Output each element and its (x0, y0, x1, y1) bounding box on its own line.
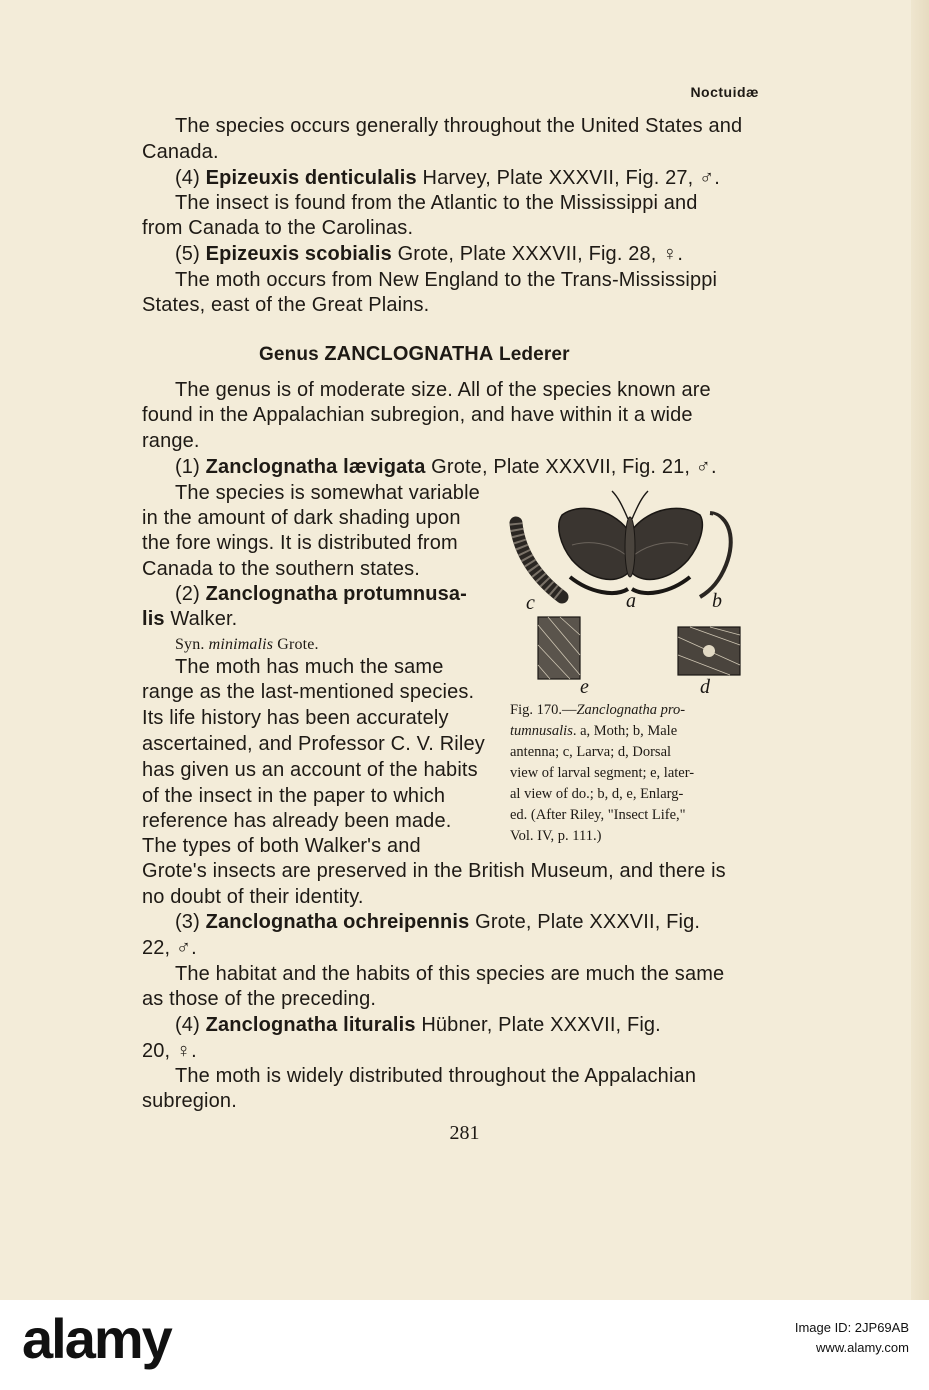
moth-icon (559, 491, 703, 593)
label-b: b (712, 590, 722, 612)
body-line: of the insect in the paper to which (142, 785, 446, 807)
species-name: Zanclognatha lævigata (205, 456, 426, 478)
body-line: range. (142, 430, 200, 452)
body-line: Its life history has been accurately (142, 707, 449, 729)
species-entry: (2) Zanclognatha protumnusa- (175, 583, 467, 605)
species-entry: (1) Zanclognatha lævigata Grote, Plate XXXVII, Fig. 21, ♂. (175, 456, 717, 478)
species-entry-cont: lis Walker. (142, 608, 238, 630)
page-edge-shade (911, 0, 929, 1300)
body-line: The types of both Walker's and (142, 835, 421, 857)
figure-caption: Fig. 170.—Zanclognatha pro- tumnusalis. a, Moth; b, Male antenna; c, Larva; d, Dorsal view of larval segment; e, later- al view of do.; b, d, e, Enlarg- ed. (After Riley, "Insect Life," Vol. IV, p. 111.) (510, 702, 695, 844)
species-entry: (5) Epizeuxis scobialis Grote, Plate XXXVII, Fig. 28, ♀. (175, 243, 684, 265)
label-d: d (700, 676, 710, 698)
body-line: subregion. (142, 1090, 237, 1112)
body-line: 22, ♂. (142, 937, 197, 959)
antenna-icon (700, 513, 731, 597)
larval-segment-lateral-icon (538, 617, 580, 679)
species-name: Zanclognatha protumnusa- (205, 583, 467, 605)
watermark-footer (0, 1300, 929, 1390)
running-head: Noctuidæ (690, 84, 759, 100)
body-line: The habitat and the habits of this species are much the same (175, 963, 725, 985)
moth-figure (500, 485, 760, 700)
body-line: found in the Appalachian subregion, and have within it a wide (142, 404, 693, 426)
larva-icon (516, 523, 562, 597)
synonym-line: Syn. minimalis Grote. (175, 636, 319, 653)
species-name: Zanclognatha ochreipennis (205, 911, 470, 933)
label-e: e (580, 676, 589, 698)
body-line: The species is somewhat variable (175, 482, 480, 504)
body-line: from Canada to the Carolinas. (142, 217, 414, 239)
body-line: The moth occurs from New England to the Trans-Mississippi (175, 269, 718, 291)
body-line: range as the last-mentioned species. (142, 681, 475, 703)
body-line: reference has already been made. (142, 810, 452, 832)
species-entry: (4) Zanclognatha lituralis Hübner, Plate XXXVII, Fig. (175, 1014, 661, 1036)
species-entry: (4) Epizeuxis denticulalis Harvey, Plate XXXVII, Fig. 27, ♂. (175, 167, 720, 189)
body-line: The insect is found from the Atlantic to the Mississippi and (175, 192, 698, 214)
body-line: The moth is widely distributed throughout the Appalachian (175, 1065, 697, 1087)
body-line: Canada. (142, 141, 219, 163)
body-line: Grote's insects are preserved in the British Museum, and there is (142, 860, 726, 882)
image-id: Image ID: 2JP69AB www.alamy.com (794, 1320, 909, 1355)
body-line: The species occurs generally throughout the United States and (175, 115, 743, 137)
body-line: Canada to the southern states. (142, 558, 421, 580)
species-entry: (3) Zanclognatha ochreipennis Grote, Plate XXXVII, Fig. (175, 911, 701, 933)
body-line: in the amount of dark shading upon (142, 507, 461, 529)
body-line: as those of the preceding. (142, 988, 377, 1010)
brand-logo: alamy (22, 1307, 171, 1370)
body-line: The genus is of moderate size. All of the species known are (175, 379, 711, 401)
label-c: c (526, 592, 535, 614)
body-line: The moth has much the same (175, 656, 444, 678)
page-number: 281 (449, 1122, 480, 1144)
genus-heading: Genus ZANCLOGNATHA Lederer (259, 343, 570, 365)
body-line: the fore wings. It is distributed from (142, 532, 458, 554)
body-line: has given us an account of the habits (142, 759, 478, 781)
species-name: Epizeuxis scobialis (205, 243, 392, 265)
body-line: 20, ♀. (142, 1040, 197, 1062)
body-line: no doubt of their identity. (142, 886, 364, 908)
species-name: Zanclognatha lituralis (205, 1014, 416, 1036)
moth-illustration (500, 485, 760, 700)
species-name: Epizeuxis denticulalis (205, 167, 417, 189)
label-a: a (626, 590, 636, 612)
larval-segment-dorsal-icon (678, 627, 740, 675)
body-line: ascertained, and Professor C. V. Riley (142, 733, 485, 755)
body-line: States, east of the Great Plains. (142, 294, 430, 316)
